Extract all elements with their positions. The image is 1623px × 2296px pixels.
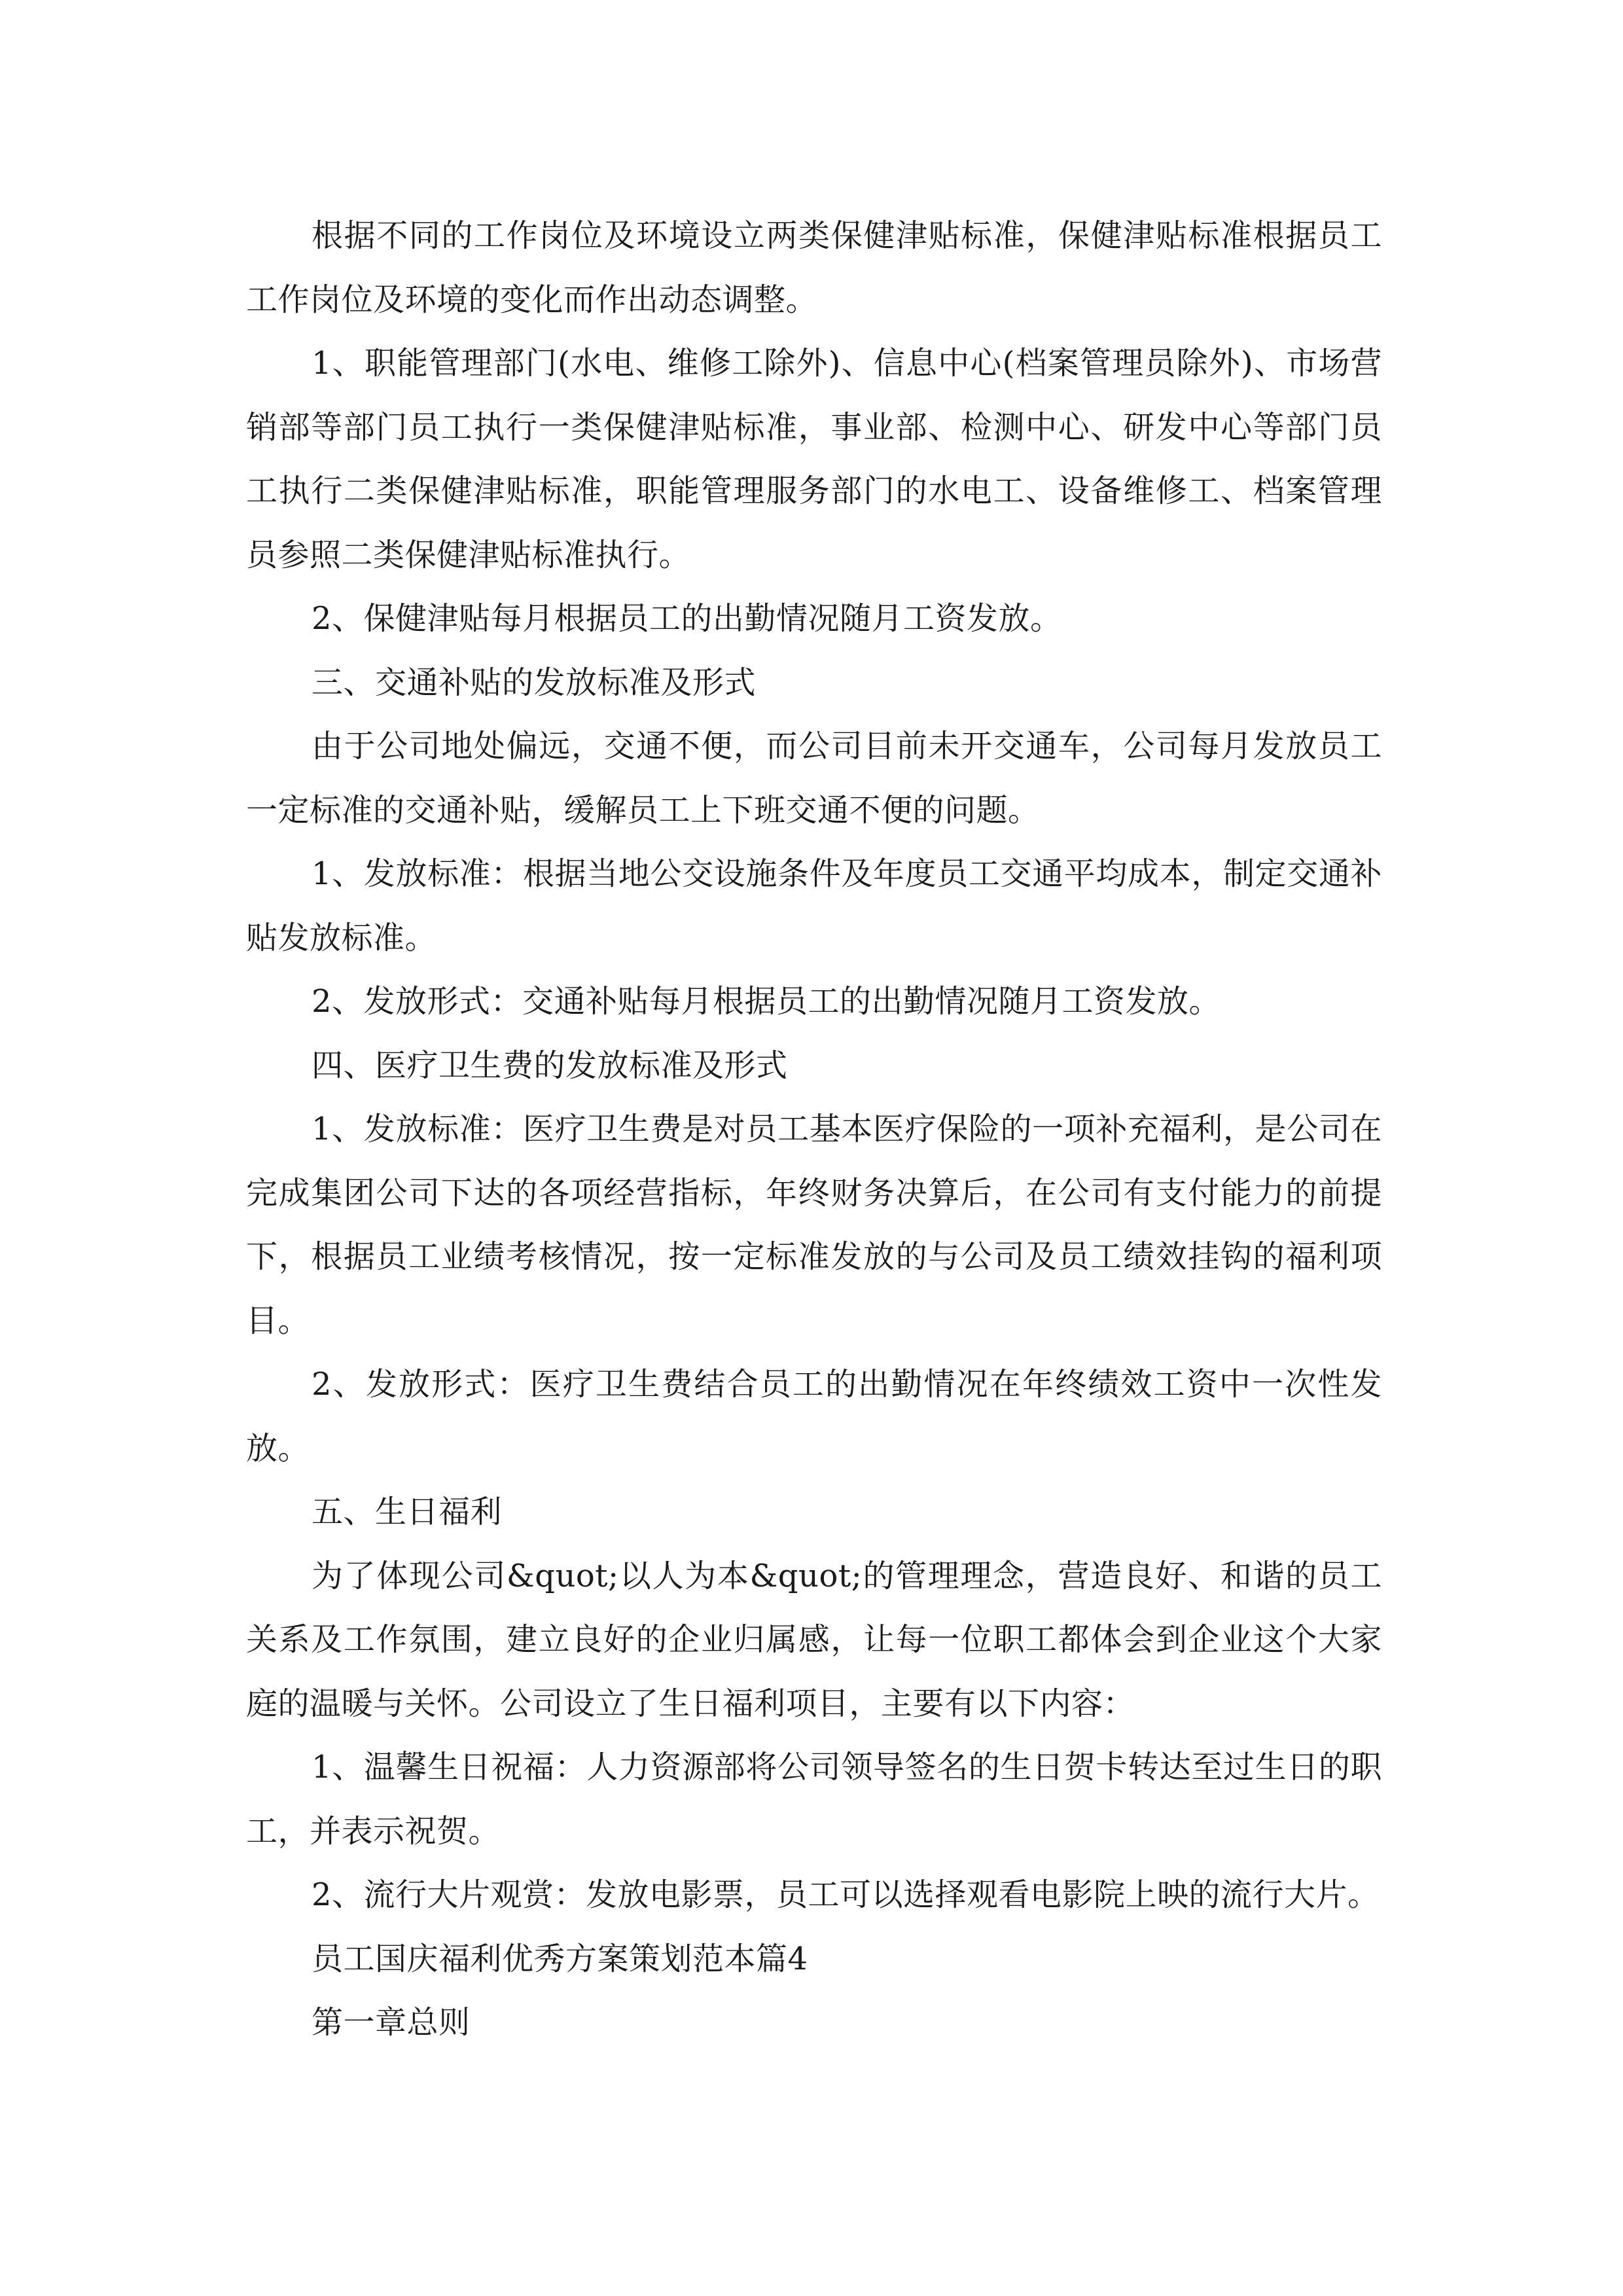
heading-chapter-one: 第一章总则 [312, 2004, 471, 2041]
paragraph-birthday-1: 1、温馨生日祝福：人力资源部将公司领导签名的生日贺卡转达至过生日的职工，并表示祝贺。 [246, 1749, 1382, 1850]
paragraph-health-allowance-1: 1、职能管理部门(水电、维修工除外)、信息中心(档案管理员除外)、市场营销部等部门员工执行一类保健津贴标准，事业部、检测中心、研发中心等部门员工执行二类保健津贴标准，职能管理服务部门的水电工、设备维修工、档案管理员参照二类保健津贴标准执行。 [246, 345, 1382, 573]
paragraph-health-allowance-2: 2、保健津贴每月根据员工的出勤情况随月工资发放。 [312, 600, 1062, 637]
paragraph-medical-2: 2、发放形式：医疗卫生费结合员工的出勤情况在年终绩效工资中一次性发放。 [246, 1366, 1382, 1467]
paragraph-transport-intro: 由于公司地处偏远，交通不便，而公司目前未开交通车，公司每月发放员工一定标准的交通补贴，缓解员工上下班交通不便的问题。 [246, 728, 1382, 829]
paragraph-health-allowance-intro: 根据不同的工作岗位及环境设立两类保健津贴标准，保健津贴标准根据员工工作岗位及环境的变化而作出动态调整。 [246, 217, 1382, 318]
document-body [246, 204, 1382, 2055]
heading-section-title: 员工国庆福利优秀方案策划范本篇4 [312, 1940, 808, 1977]
heading-transport-allowance: 三、交通补贴的发放标准及形式 [312, 664, 757, 701]
paragraph-transport-2: 2、发放形式：交通补贴每月根据员工的出勤情况随月工资发放。 [312, 983, 1221, 1020]
paragraph-medical-1: 1、发放标准：医疗卫生费是对员工基本医疗保险的一项补充福利，是公司在完成集团公司下达的各项经营指标，年终财务决算后，在公司有支付能力的前提下，根据员工业绩考核情况，按一定标准发放的与公司及员工绩效挂钩的福利项目。 [246, 1111, 1382, 1339]
paragraph-transport-1: 1、发放标准：根据当地公交设施条件及年度员工交通平均成本，制定交通补贴发放标准。 [246, 855, 1382, 956]
heading-birthday-benefit: 五、生日福利 [312, 1494, 503, 1530]
heading-medical-fee: 四、医疗卫生费的发放标准及形式 [312, 1047, 788, 1084]
paragraph-birthday-intro: 为了体现公司&quot;以人为本&quot;的管理理念，营造良好、和谐的员工关系及工作氛围，建立良好的企业归属感，让每一位职工都体会到企业这个大家庭的温暖与关怀。公司设立了生日福利项目，主要有以下内容： [246, 1557, 1382, 1722]
paragraph-birthday-2: 2、流行大片观赏：发放电影票，员工可以选择观看电影院上映的流行大片。 [312, 1876, 1380, 1913]
